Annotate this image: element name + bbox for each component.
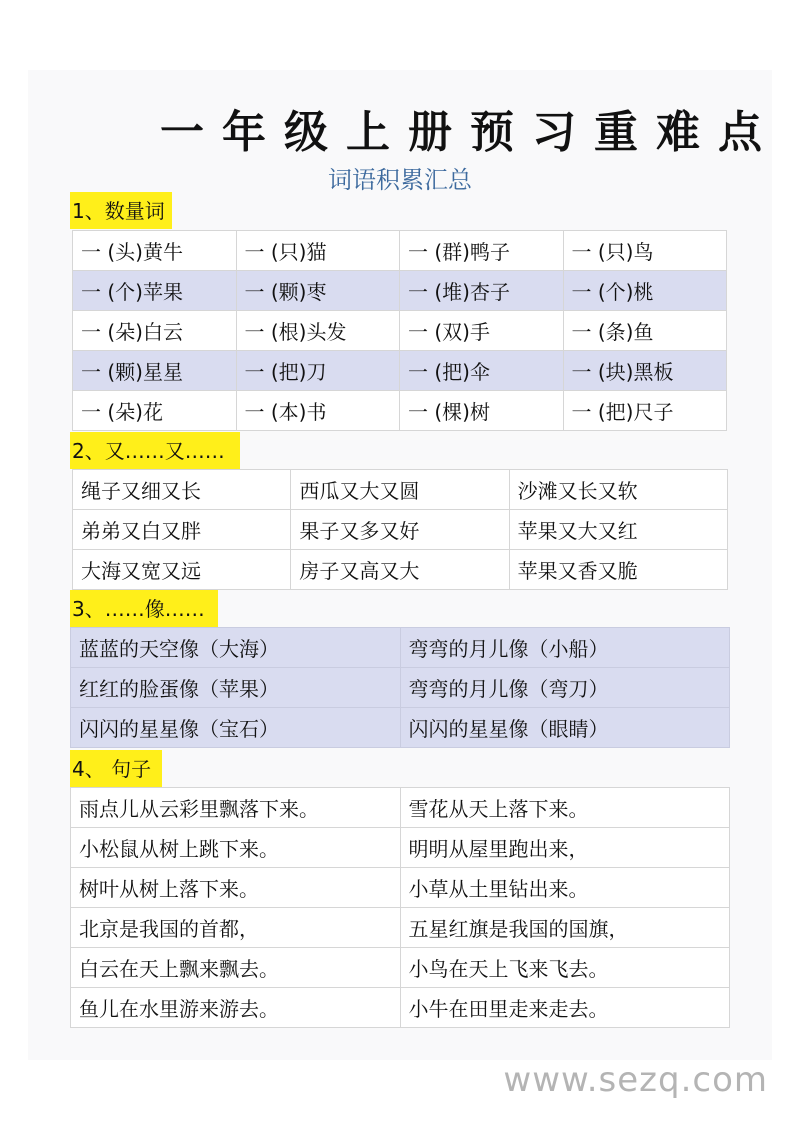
sentences-table xyxy=(70,787,730,1028)
table-cell: 雪花从天上落下来。 xyxy=(400,788,730,828)
table-cell: 弯弯的月儿像（小船） xyxy=(400,628,730,668)
simile-table xyxy=(70,627,730,748)
table-cell: 弟弟又白又胖 xyxy=(73,510,291,550)
page-title: 一年级上册预习重难点 xyxy=(160,107,780,158)
table-row xyxy=(73,351,727,391)
table-cell: 一 (把)尺子 xyxy=(563,391,727,431)
table-cell: 一 (朵)花 xyxy=(73,391,237,431)
table-row xyxy=(73,231,727,271)
table-cell: 一 (根)头发 xyxy=(236,311,400,351)
table-row xyxy=(73,311,727,351)
table-cell: 一 (本)书 xyxy=(236,391,400,431)
table-cell: 蓝蓝的天空像（大海） xyxy=(71,628,401,668)
table-cell: 小松鼠从树上跳下来。 xyxy=(71,828,401,868)
table-row xyxy=(73,550,728,590)
table-row xyxy=(71,628,730,668)
table-cell: 大海又宽又远 xyxy=(73,550,291,590)
table-cell: 一 (群)鸭子 xyxy=(400,231,564,271)
table-cell: 闪闪的星星像（眼睛） xyxy=(400,708,730,748)
table-cell: 沙滩又长又软 xyxy=(509,470,727,510)
section-heading: 3、……像…… xyxy=(70,590,218,627)
table-cell: 绳子又细又长 xyxy=(73,470,291,510)
table-row xyxy=(73,271,727,311)
table-cell: 一 (堆)杏子 xyxy=(400,271,564,311)
section-heading: 1、数量词 xyxy=(70,192,172,229)
table-cell: 雨点儿从云彩里飘落下来。 xyxy=(71,788,401,828)
table-cell: 一 (把)刀 xyxy=(236,351,400,391)
section-heading: 4、 句子 xyxy=(70,750,162,787)
table-cell: 鱼儿在水里游来游去。 xyxy=(71,988,401,1028)
table-row xyxy=(71,828,730,868)
you-you-table xyxy=(72,469,728,590)
table-row xyxy=(71,908,730,948)
table-cell: 红红的脸蛋像（苹果） xyxy=(71,668,401,708)
table-row xyxy=(73,510,728,550)
table-cell: 北京是我国的首都， xyxy=(71,908,401,948)
table-row xyxy=(71,868,730,908)
table-cell: 一 (朵)白云 xyxy=(73,311,237,351)
table-cell: 一 (颗)枣 xyxy=(236,271,400,311)
table-cell: 弯弯的月儿像（弯刀） xyxy=(400,668,730,708)
table-cell: 苹果又香又脆 xyxy=(509,550,727,590)
table-cell: 一 (条)鱼 xyxy=(563,311,727,351)
page-subtitle: 词语积累汇总 xyxy=(328,166,472,194)
watermark: www.sezq.com xyxy=(503,1060,768,1100)
table-cell: 果子又多又好 xyxy=(291,510,509,550)
table-cell: 一 (只)猫 xyxy=(236,231,400,271)
table-cell: 一 (把)伞 xyxy=(400,351,564,391)
table-cell: 小牛在田里走来走去。 xyxy=(400,988,730,1028)
table-cell: 闪闪的星星像（宝石） xyxy=(71,708,401,748)
table-cell: 西瓜又大又圆 xyxy=(291,470,509,510)
table-row xyxy=(71,708,730,748)
table-row xyxy=(71,668,730,708)
table-cell: 一 (个)苹果 xyxy=(73,271,237,311)
table-cell: 一 (棵)树 xyxy=(400,391,564,431)
table-cell: 一 (双)手 xyxy=(400,311,564,351)
table-row xyxy=(71,788,730,828)
table-cell: 小草从土里钻出来。 xyxy=(400,868,730,908)
table-row xyxy=(73,391,727,431)
table-cell: 明明从屋里跑出来， xyxy=(400,828,730,868)
table-cell: 苹果又大又红 xyxy=(509,510,727,550)
table-cell: 房子又高又大 xyxy=(291,550,509,590)
table-cell: 小鸟在天上飞来飞去。 xyxy=(400,948,730,988)
table-cell: 白云在天上飘来飘去。 xyxy=(71,948,401,988)
table-cell: 五星红旗是我国的国旗， xyxy=(400,908,730,948)
section-heading: 2、又……又…… xyxy=(70,432,240,469)
measure-words-table xyxy=(72,230,727,431)
table-row xyxy=(71,988,730,1028)
table-cell: 一 (个)桃 xyxy=(563,271,727,311)
table-row xyxy=(71,948,730,988)
table-cell: 一 (块)黑板 xyxy=(563,351,727,391)
table-cell: 一 (只)鸟 xyxy=(563,231,727,271)
table-row xyxy=(73,470,728,510)
table-cell: 树叶从树上落下来。 xyxy=(71,868,401,908)
table-cell: 一 (颗)星星 xyxy=(73,351,237,391)
table-cell: 一 (头)黄牛 xyxy=(73,231,237,271)
